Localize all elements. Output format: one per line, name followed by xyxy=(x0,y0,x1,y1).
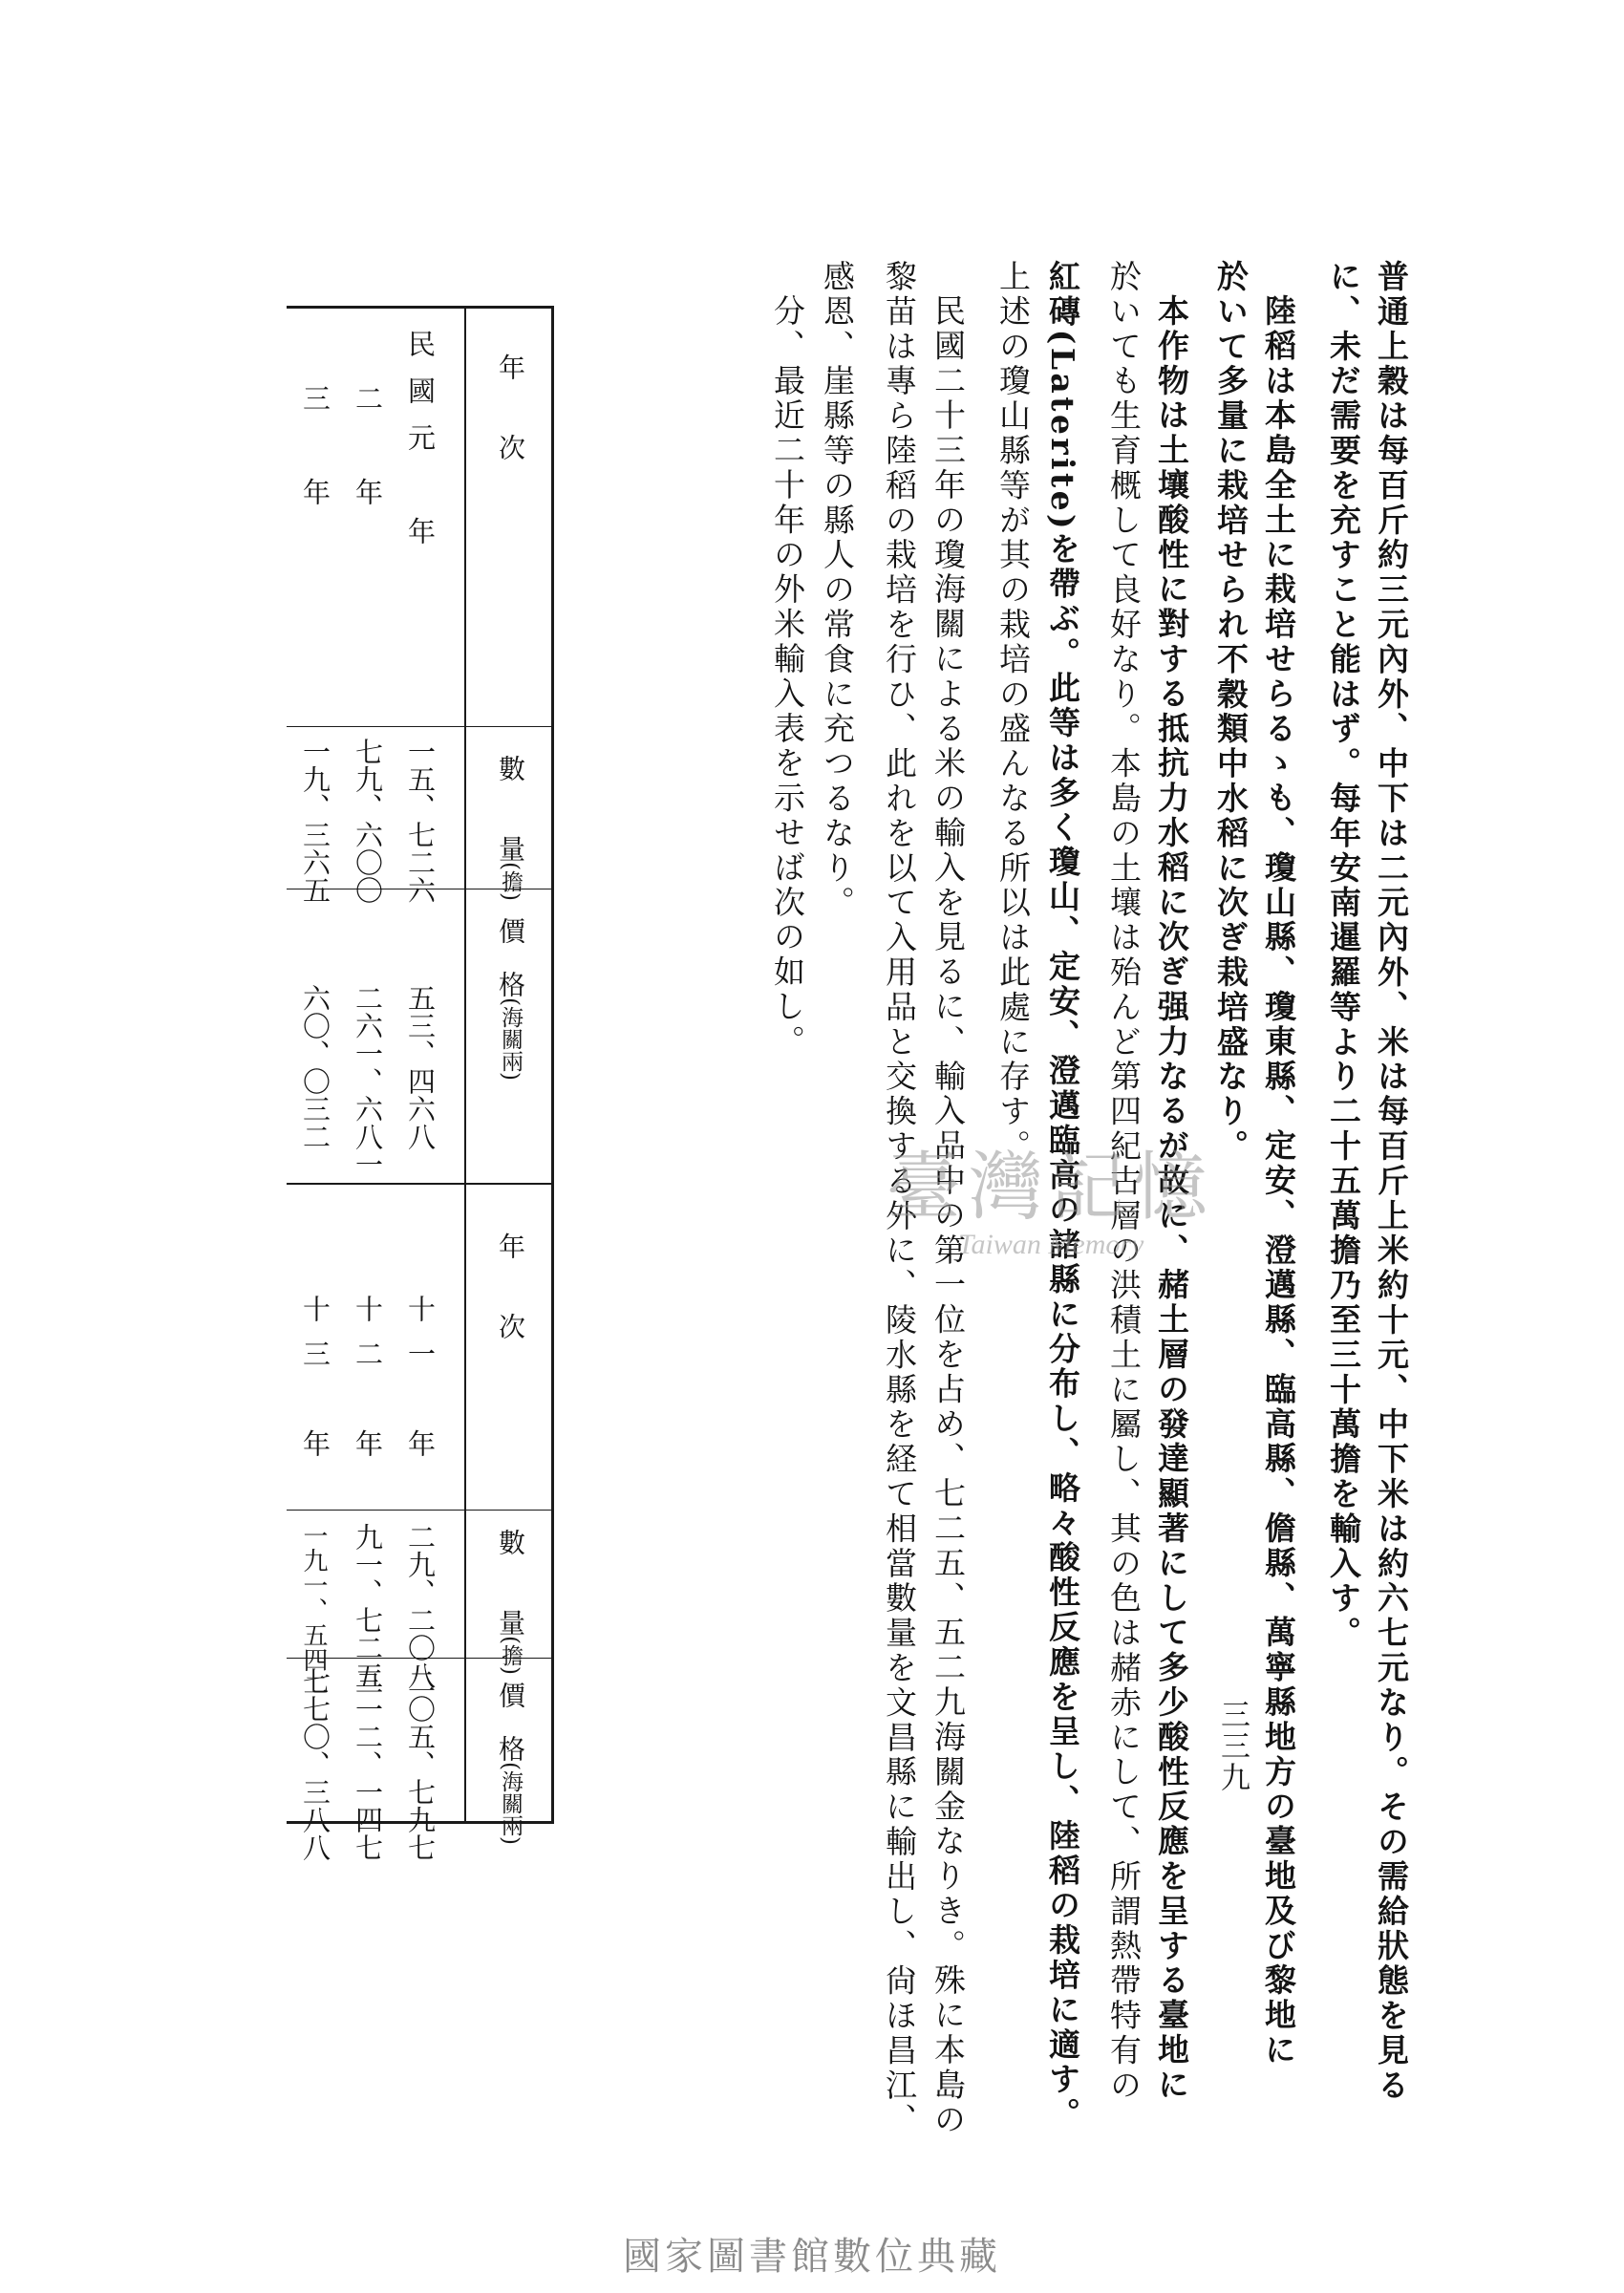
table-top-rule xyxy=(287,306,554,309)
table-header-quantity-label: 數 量 xyxy=(495,755,526,862)
watermark-english: Taiwan Memory xyxy=(957,1229,1144,1260)
table-cell-quantity: 一九一、五四二 xyxy=(299,1523,328,1697)
table-cell-price: 七七〇、三八八 xyxy=(299,1667,331,1861)
table-header-quantity-label: 數 量 xyxy=(495,1529,526,1636)
watermark-chinese: 臺灣記憶 xyxy=(886,1145,1215,1231)
paragraph-line: 普通上穀は每百斤約三元內外、中下は二元內外、米は每百斤上米約十元、中下米は約六七元なり。その需給狀態を見る xyxy=(1373,260,1410,2104)
table-header-year: 年 次 xyxy=(495,1232,526,1339)
table-cell-year: 十一 年 xyxy=(404,1295,437,1474)
table-column-rule xyxy=(287,1510,554,1511)
table-header-rule xyxy=(464,306,466,1824)
table-cell-year: 十三 年 xyxy=(299,1295,331,1474)
table-cell-price: 五三、四六八 xyxy=(404,984,437,1150)
paragraph-line: 黎苗は專ら陸稻の栽培を行ひ、此れを以て入用品と交換する外に、陵水縣を経て相當數量を文昌縣に輸出し、尙ほ昌江、 xyxy=(881,260,918,2138)
table-cell-quantity: 九一、七二五 xyxy=(352,1523,384,1689)
table-header-price-label: 價 格 xyxy=(495,917,526,997)
table-cell-price: 二六一、六八一 xyxy=(352,984,384,1178)
table-header-right-rule xyxy=(551,306,554,1824)
table-cell-quantity: 二九、二〇八 xyxy=(404,1523,437,1689)
table-header-quantity-unit: (擔) xyxy=(498,1636,523,1675)
page-number: 三三九 xyxy=(1215,1699,1250,1793)
table-cell-price: 二〇五、七九七 xyxy=(404,1667,437,1861)
table-cell-quantity: 一九、三六五 xyxy=(299,738,331,904)
watermark xyxy=(831,1127,1271,1261)
table-cell-price: 三一二、一四七 xyxy=(352,1667,384,1861)
table-cell-quantity: 七九、六〇〇 xyxy=(352,738,384,904)
paragraph-line: 紅磚(Laterite)を帶ぶ。此等は多く瓊山、定安、澄邁臨高の諸縣に分布し、略々酸性反應を呈し、陸稻の栽培に適す。 xyxy=(1044,260,1081,2132)
paragraph-line: に、未だ需要を充すこと能はず。每年安南暹羅等より二十五萬擔乃至三十萬擔を輸入す。 xyxy=(1325,260,1362,1651)
table-header-price-unit: (海關兩) xyxy=(498,1762,523,1845)
paragraph-line: 於いて多量に栽培せられ不穀類中水稻に次ぎ栽培盛なり。 xyxy=(1212,260,1250,1165)
table-header-quantity xyxy=(497,755,524,901)
table-header-quantity xyxy=(497,1529,524,1675)
paragraph-line: 民國二十三年の瓊海關による米の輸入を見るに、輸入品中の第一位を占め、七二五、五二九海關金なりき。殊に本島の xyxy=(930,294,967,2138)
paragraph-line: 本作物は土壤酸性に對する抵抗力水稻に次ぎ强力なるが故に、赭土層の發達顯著にして多少酸性反應を呈する臺地に xyxy=(1153,294,1190,2103)
table-cell-year: 十二 年 xyxy=(352,1295,384,1474)
table-header-price xyxy=(497,1682,524,1845)
table-header-price-label: 價 格 xyxy=(495,1682,526,1762)
table-cell-year: 民國元 年 xyxy=(404,330,437,564)
paragraph-line: 於いても生育概して良好なり。本島の土壤は殆んど第四紀古層の洪積土に屬し、其の色は赭赤にして、所謂熱帶特有の xyxy=(1105,260,1143,2104)
table-cell-quantity: 一五、七二六 xyxy=(404,738,437,904)
paragraph-line: 分、最近二十年の外米輸入表を示せば次の如し。 xyxy=(769,294,806,1060)
table-header-price-unit: (海關兩) xyxy=(498,997,523,1081)
footer-credit: 國家圖書館數位典藏 xyxy=(623,2235,1001,2279)
table-header-quantity-unit: (擔) xyxy=(498,862,523,901)
paragraph-line: 上述の瓊山縣等が其の栽培の盛んなる所以は此處に存す。 xyxy=(994,260,1032,1165)
paragraph-line: 陸稻は本島全土に栽培せらるゝも、瓊山縣、瓊東縣、定安、澄邁縣、臨高縣、儋縣、萬寧縣地方の臺地及び黎地に xyxy=(1260,294,1297,2068)
table-middle-rule xyxy=(287,1183,554,1185)
table-header-price xyxy=(497,917,524,1081)
table-cell-year: 三 年 xyxy=(299,384,331,525)
table-cell-year: 二 年 xyxy=(352,384,384,525)
table-cell-price: 六〇、〇三二 xyxy=(299,984,331,1150)
table-column-rule xyxy=(287,726,554,727)
paragraph-line: 感恩、崖縣等の縣人の常食に充つるなり。 xyxy=(819,260,856,921)
table-header-year: 年 次 xyxy=(495,354,526,461)
